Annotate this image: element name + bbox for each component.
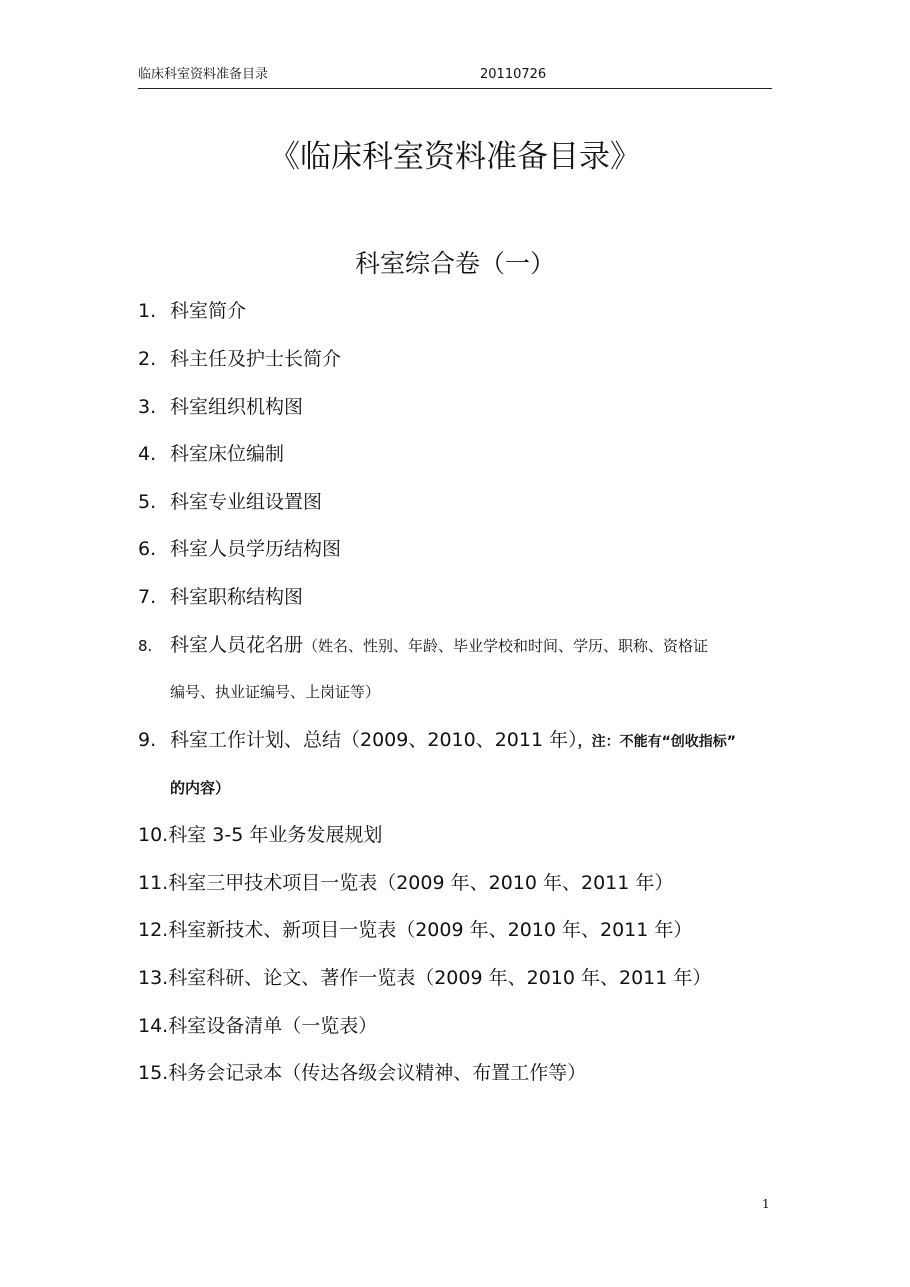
list-item bbox=[138, 631, 778, 660]
list-item bbox=[138, 869, 778, 897]
item-text: 科室人员花名册 bbox=[170, 634, 304, 656]
list-item bbox=[138, 726, 778, 756]
item-number: 2. bbox=[138, 348, 157, 370]
page-number: 1 bbox=[762, 1197, 770, 1211]
item-text: 科室工作计划、总结（2009、2010、2011 年） bbox=[170, 729, 578, 751]
item-text: 科室新技术、新项目一览表（2009 年、2010 年、2011 年） bbox=[168, 919, 693, 941]
item-text: 科室三甲技术项目一览表（2009 年、2010 年、2011 年） bbox=[168, 872, 674, 894]
list-item bbox=[138, 488, 778, 516]
item-number: 9. bbox=[138, 729, 157, 751]
item-number: 1. bbox=[138, 300, 157, 322]
item-text: 科室科研、论文、著作一览表（2009 年、2010 年、2011 年） bbox=[168, 967, 712, 989]
list-item bbox=[138, 1012, 778, 1040]
header-title: 临床科室资料准备目录 bbox=[138, 67, 269, 82]
item-detail: （姓名、性别、年龄、毕业学校和时间、学历、职称、资格证 bbox=[303, 637, 709, 655]
item-number: 13. bbox=[138, 967, 169, 989]
item-text: 科室设备清单（一览表） bbox=[168, 1015, 378, 1037]
item-text: 科室专业组设置图 bbox=[170, 491, 323, 513]
item-number: 10. bbox=[138, 824, 169, 846]
item-text: 科室职称结构图 bbox=[170, 586, 304, 608]
list-item bbox=[138, 583, 778, 611]
list-item bbox=[138, 297, 778, 325]
item-number: 3. bbox=[138, 396, 157, 418]
item-number: 7. bbox=[138, 586, 157, 608]
item-text: 科室简介 bbox=[170, 300, 247, 322]
item-text: 科主任及护士长简介 bbox=[170, 348, 342, 370]
item-number: 4. bbox=[138, 443, 157, 465]
item-text: 科室组织机构图 bbox=[170, 396, 304, 418]
document-title: 《临床科室资料准备目录》 bbox=[269, 139, 641, 175]
list-item bbox=[138, 393, 778, 421]
list-item bbox=[138, 440, 778, 468]
item-detail-continued: 编号、执业证编号、上岗证等） bbox=[170, 683, 381, 701]
list-item bbox=[138, 821, 778, 849]
list-item bbox=[138, 535, 778, 563]
list-item bbox=[138, 345, 778, 373]
list-item bbox=[138, 916, 778, 944]
item-number: 15. bbox=[138, 1062, 169, 1084]
item-number: 12. bbox=[138, 919, 169, 941]
item-number: 6. bbox=[138, 538, 157, 560]
section-title: 科室综合卷（一） bbox=[354, 249, 555, 278]
header-date: 20110726 bbox=[480, 67, 547, 82]
page-header bbox=[138, 66, 772, 89]
item-text: 科室 3-5 年业务发展规划 bbox=[168, 824, 383, 846]
item-note-continued: 的内容） bbox=[170, 779, 231, 797]
item-number: 14. bbox=[138, 1015, 169, 1037]
item-text: 科室床位编制 bbox=[170, 443, 285, 465]
item-number: 5. bbox=[138, 491, 157, 513]
item-note: ，注：不能有“创收指标” bbox=[577, 734, 737, 750]
list-item bbox=[138, 964, 778, 992]
item-number: 8. bbox=[138, 637, 153, 655]
item-text: 科室人员学历结构图 bbox=[170, 538, 342, 560]
item-text: 科务会记录本（传达各级会议精神、布置工作等） bbox=[168, 1062, 587, 1084]
item-number: 11. bbox=[138, 872, 169, 894]
list-item bbox=[138, 1059, 778, 1087]
